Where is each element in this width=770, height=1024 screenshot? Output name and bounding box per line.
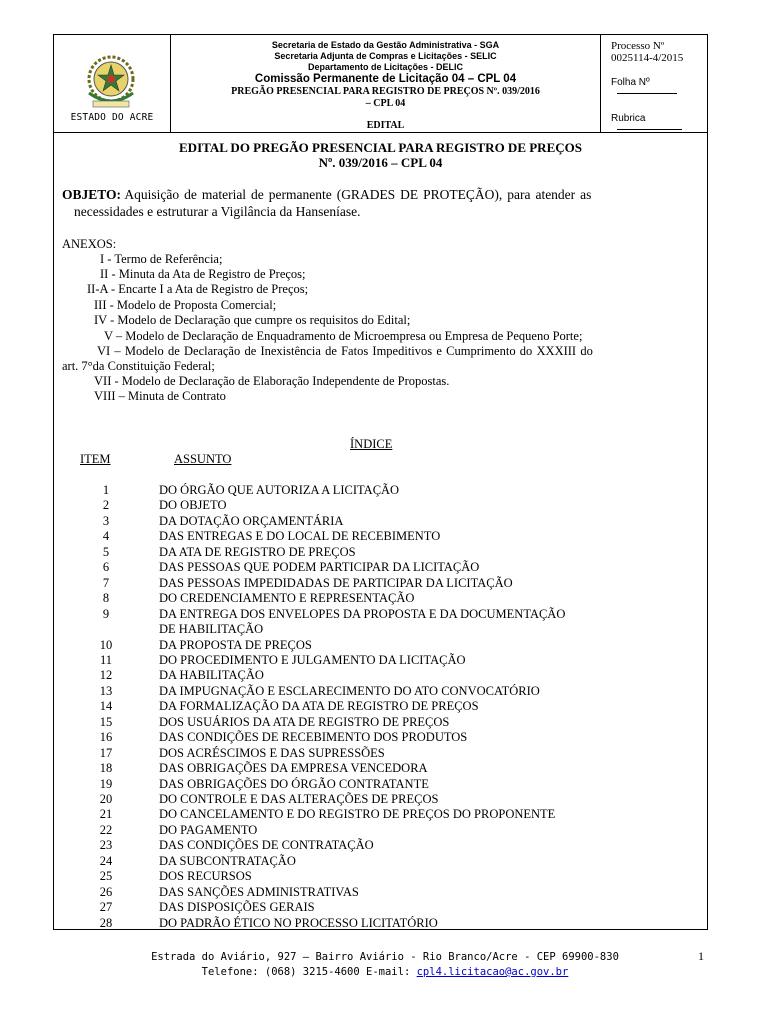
footer-email-link[interactable]: cpl4.licitacao@ac.gov.br <box>416 966 569 978</box>
acre-coat-of-arms-icon <box>83 53 139 113</box>
index-item-number: 23 <box>99 838 113 853</box>
document-body <box>53 133 708 930</box>
index-item-number: 12 <box>99 668 113 683</box>
annex-item: VI – Modelo de Declaração de Inexistência de Fatos Impeditivos e Cumprimento do XXXIII do <box>97 344 593 358</box>
header-line-cpl: – CPL 04 <box>365 98 406 109</box>
index-item-subject: DO ÓRGÃO QUE AUTORIZA A LICITAÇÃO <box>159 483 400 497</box>
index-item-number: 20 <box>99 792 113 806</box>
annex-item: art. 7°da Constituição Federal; <box>62 359 215 373</box>
index-item-number: 11 <box>99 652 113 667</box>
annex-item: II-A - Encarte I a Ata de Registro de Preços; <box>87 282 309 296</box>
footer-contact <box>0 966 770 978</box>
index-item-number: 15 <box>99 714 113 729</box>
index-item-number: 6 <box>102 560 110 575</box>
annexes-label: ANEXOS: <box>62 237 117 251</box>
index-item-subject: DO OBJETO <box>159 498 227 513</box>
index-item-number: 8 <box>102 591 110 606</box>
state-name: ESTADO DO ACRE <box>70 112 154 123</box>
index-item-number: 14 <box>99 699 113 714</box>
page-number: 1 <box>698 949 704 963</box>
folha-field <box>611 77 707 99</box>
footer-address: Estrada do Aviário, 927 – Bairro Aviário - Rio Branco/Acre - CEP 69900-830 <box>151 951 619 963</box>
header-line-commission: Comissão Permanente de Licitação 04 – CPL 04 <box>254 73 517 85</box>
index-item-number: 25 <box>99 869 113 884</box>
index-item-number: 2 <box>102 498 110 513</box>
index-item-subject: DOS ACRÉSCIMOS E DAS SUPRESSÕES <box>159 745 385 760</box>
index-item-subject: DAS DISPOSIÇÕES GERAIS <box>159 900 315 915</box>
index-item-subject: DA DOTAÇÃO ORÇAMENTÁRIA <box>159 513 344 528</box>
annex-item: VIII – Minuta de Contrato <box>94 389 226 403</box>
object-text-line1: Aquisição de material de permanente (GRADES DE PROTEÇÃO), para atender as <box>124 187 592 202</box>
header-process-cell <box>601 35 707 132</box>
index-item-subject: DAS ENTREGAS E DO LOCAL DE RECEBIMENTO <box>159 529 441 544</box>
index-item-number: 27 <box>99 900 113 915</box>
index-col-item: ITEM <box>80 452 111 466</box>
object-text-line2: necessidades e estruturar a Vigilância da Hanseníase. <box>74 204 361 219</box>
process-number <box>611 40 707 64</box>
header-line-edital: EDITAL <box>366 120 405 131</box>
index-item-subject: DO CREDENCIAMENTO E REPRESENTAÇÃO <box>159 591 415 606</box>
index-item-number: 1 <box>102 483 110 497</box>
header-line-pregao: PREGÃO PRESENCIAL PARA REGISTRO DE PREÇOS Nº. 039/2016 <box>231 86 540 97</box>
index-item-number: 3 <box>102 513 110 528</box>
index-item-subject: DAS CONDIÇÕES DE RECEBIMENTO DOS PRODUTOS <box>159 730 468 745</box>
index-title: ÍNDICE <box>350 437 393 451</box>
index-item-subject: DA FORMALIZAÇÃO DA ATA DE REGISTRO DE PREÇOS <box>159 699 479 714</box>
annex-item: II - Minuta da Ata de Registro de Preços; <box>100 267 306 281</box>
header-logo-cell <box>54 35 171 132</box>
index-item-subject: DA ENTREGA DOS ENVELOPES DA PROPOSTA E DA DOCUMENTAÇÃO <box>159 606 566 621</box>
index-item-number: 24 <box>99 853 113 868</box>
index-item-number: 5 <box>102 544 110 559</box>
index-item-subject: DA PROPOSTA DE PREÇOS <box>159 637 312 652</box>
index-item-number: 7 <box>102 575 110 590</box>
index-item-number: 19 <box>99 776 113 791</box>
header-line-delic: Departamento de Licitações - DELIC <box>307 62 464 72</box>
index-item-number: 28 <box>99 915 113 930</box>
index-item-subject: DAS SANÇÕES ADMINISTRATIVAS <box>159 884 359 899</box>
index-item-number: 10 <box>99 637 113 652</box>
footer-phone: Telefone: (068) 3215-4600 E-mail: <box>201 966 411 978</box>
index-col-subject: ASSUNTO <box>174 452 232 466</box>
index-item-number: 18 <box>99 761 113 776</box>
document-subtitle: Nº. 039/2016 – CPL 04 <box>318 155 443 170</box>
index-item-subject: DO PADRÃO ÉTICO NO PROCESSO LICITATÓRIO <box>159 915 438 930</box>
annex-item: IV - Modelo de Declaração que cumpre os requisitos do Edital; <box>94 313 411 327</box>
annex-item: III - Modelo de Proposta Comercial; <box>94 298 277 312</box>
index-item-number: 4 <box>102 529 110 544</box>
index-item-number: 13 <box>99 683 113 698</box>
document-header <box>53 34 708 133</box>
index-item-subject: DO CANCELAMENTO E DO REGISTRO DE PREÇOS DO PROPONENTE <box>159 807 556 822</box>
index-item-subject: DAS OBRIGAÇÕES DA EMPRESA VENCEDORA <box>159 761 428 776</box>
header-line-sga: Secretaria de Estado da Gestão Administrativa - SGA <box>271 40 500 50</box>
index-item-number: 22 <box>99 822 113 837</box>
index-item-subject: DOS USUÁRIOS DA ATA DE REGISTRO DE PREÇOS <box>159 714 450 729</box>
folha-label: Folha Nº <box>611 77 650 88</box>
index-item-subject: DA SUBCONTRATAÇÃO <box>159 853 296 868</box>
index-item-subject: DOS RECURSOS <box>159 869 252 884</box>
index-item-subject: DO PROCEDIMENTO E JULGAMENTO DA LICITAÇÃO <box>159 652 466 667</box>
index-item-number: 16 <box>99 730 113 745</box>
process-number-text: Processo Nº 0025114-4/2015 <box>611 40 684 64</box>
index-item-subject: DAS PESSOAS QUE PODEM PARTICIPAR DA LICITAÇÃO <box>159 560 480 575</box>
annex-item: I - Termo de Referência; <box>100 252 223 266</box>
object-paragraph-line1 <box>62 188 591 202</box>
annex-item: V – Modelo de Declaração de Enquadramento de Microempresa ou Empresa de Pequeno Porte; <box>104 329 583 343</box>
annex-item: VII - Modelo de Declaração de Elaboração Independente de Propostas. <box>94 374 450 388</box>
index-item-subject: DO CONTROLE E DAS ALTERAÇÕES DE PREÇOS <box>159 792 439 806</box>
header-line-selic: Secretaria Adjunta de Compras e Licitações - SELIC <box>274 51 497 61</box>
index-item-number: 26 <box>99 884 113 899</box>
index-item-number: 21 <box>99 807 113 822</box>
index-item-subject: DA ATA DE REGISTRO DE PREÇOS <box>159 544 356 559</box>
index-item-subject: DE HABILITAÇÃO <box>159 622 264 637</box>
folha-blank <box>617 92 677 94</box>
header-title-cell <box>171 35 601 132</box>
rubrica-blank <box>617 128 682 130</box>
index-item-subject: DA IMPUGNAÇÃO E ESCLARECIMENTO DO ATO CONVOCATÓRIO <box>159 683 540 698</box>
index-item-subject: DAS PESSOAS IMPEDIDADAS DE PARTICIPAR DA LICITAÇÃO <box>159 575 513 590</box>
index-item-subject: DA HABILITAÇÃO <box>159 668 264 683</box>
document-title: EDITAL DO PREGÃO PRESENCIAL PARA REGISTRO DE PREÇOS <box>179 140 582 155</box>
rubrica-field <box>611 113 707 135</box>
index-item-number: 9 <box>102 606 110 621</box>
index-item-subject: DAS OBRIGAÇÕES DO ÓRGÃO CONTRATANTE <box>159 776 429 791</box>
object-label: OBJETO: <box>62 187 122 202</box>
index-item-subject: DAS CONDIÇÕES DE CONTRATAÇÃO <box>159 838 374 853</box>
rubrica-label: Rubrica <box>611 113 646 124</box>
index-item-subject: DO PAGAMENTO <box>159 822 258 837</box>
index-item-number: 17 <box>99 745 113 760</box>
